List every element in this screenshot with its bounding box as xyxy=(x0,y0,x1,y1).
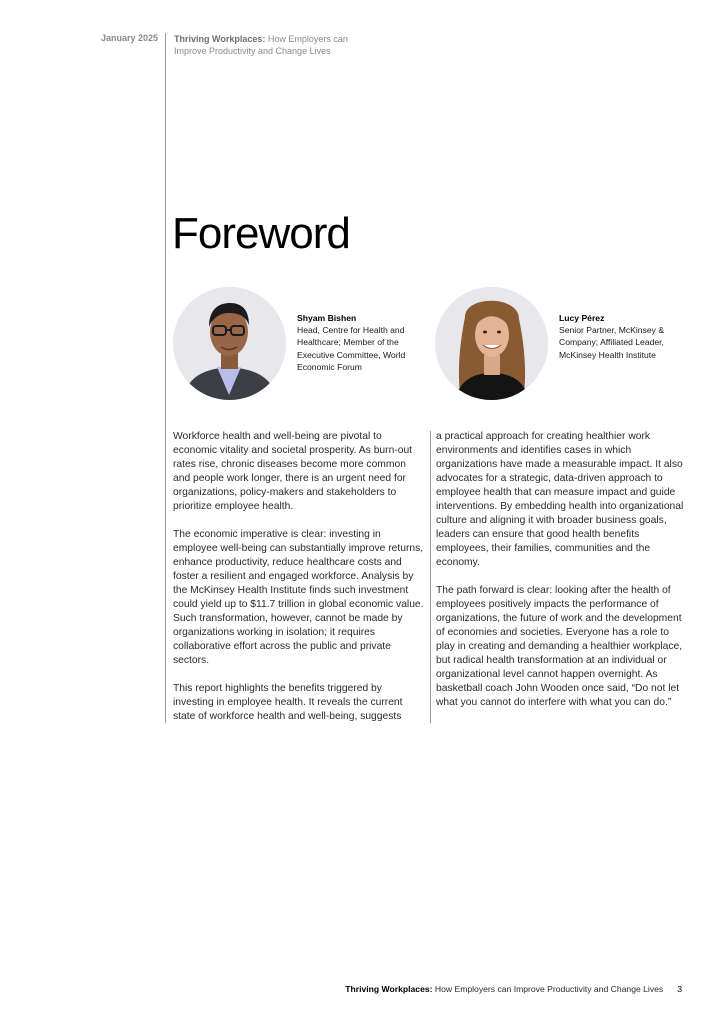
paragraph: Workforce health and well-being are pivotal to economic vitality and societal prosperity. As burn-out rates rise, chronic diseases become more common and people work longer, there is an urgent need for organizations, policy-makers and stakeholders to prioritize employee health. xyxy=(173,431,413,512)
paragraph: This report highlights the benefits triggered by investing in employee health. It reveals the current state of workforce health and well-being, suggests xyxy=(173,683,403,722)
contributor-name: Lucy Pérez xyxy=(559,313,605,323)
contributor-shyam-bishen xyxy=(297,312,422,373)
paragraph: The economic imperative is clear: investing in employee well-being can substantially improve returns, enhance productivity, reduce healthcare costs and foster a resilient and engaged workforce. Analysis by the McKinsey Health Institute finds such investment could yield up to $11.7 trillion in global economic value. Such transformation, however, cannot be made by organizations working in isolation; it requires collaborative effort across the public and private sectors. xyxy=(173,529,424,666)
column-divider xyxy=(430,431,431,723)
paragraph: a practical approach for creating healthier work environments and identifies cases in which organizations have made a measurable impact. It also advocates for a strategic, data-driven approach to employee health that can measure impact and guide interventions. By embedding health into organizational culture and aligning it with broader business goals, leaders can ensure that good health benefits employees, their families, communities and the economy. xyxy=(436,431,684,568)
vertical-divider xyxy=(165,33,166,723)
page-title: Foreword xyxy=(172,209,350,258)
contributor-photo-shyam-bishen xyxy=(173,287,286,400)
page-number: 3 xyxy=(677,984,682,994)
contributor-photo-lucy-perez xyxy=(435,287,548,400)
contributor-role: Head, Centre for Health and Healthcare; Member of the Executive Committee, World Economic Forum xyxy=(297,325,406,372)
footer xyxy=(345,984,682,994)
header-date: January 2025 xyxy=(100,33,158,43)
contributor-lucy-perez xyxy=(559,312,684,361)
header-title-bold: Thriving Workplaces: xyxy=(174,34,266,44)
body-column-right xyxy=(436,430,688,724)
header-report-title xyxy=(174,33,374,57)
paragraph: The path forward is clear: looking after the health of employees positively impacts the performance of organizations, the future of work and the development of economies and societies. Everyone has a role to play in creating and demanding a healthier workplace, but radical health transformation at an individual or organizational level cannot happen overnight. As basketball coach John Wooden once said, “Do not let what you cannot do interfere with what you can do.” xyxy=(436,585,683,708)
footer-title-rest: How Employers can Improve Productivity and Change Lives xyxy=(432,984,664,994)
contributor-role: Senior Partner, McKinsey & Company; Affiliated Leader, McKinsey Health Institute xyxy=(559,325,665,360)
body-column-left xyxy=(173,430,425,738)
header-title-rest: How Employers can Improve Productivity and Change Lives xyxy=(174,34,348,56)
contributor-name: Shyam Bishen xyxy=(297,313,357,323)
footer-title-bold: Thriving Workplaces: xyxy=(345,984,433,994)
